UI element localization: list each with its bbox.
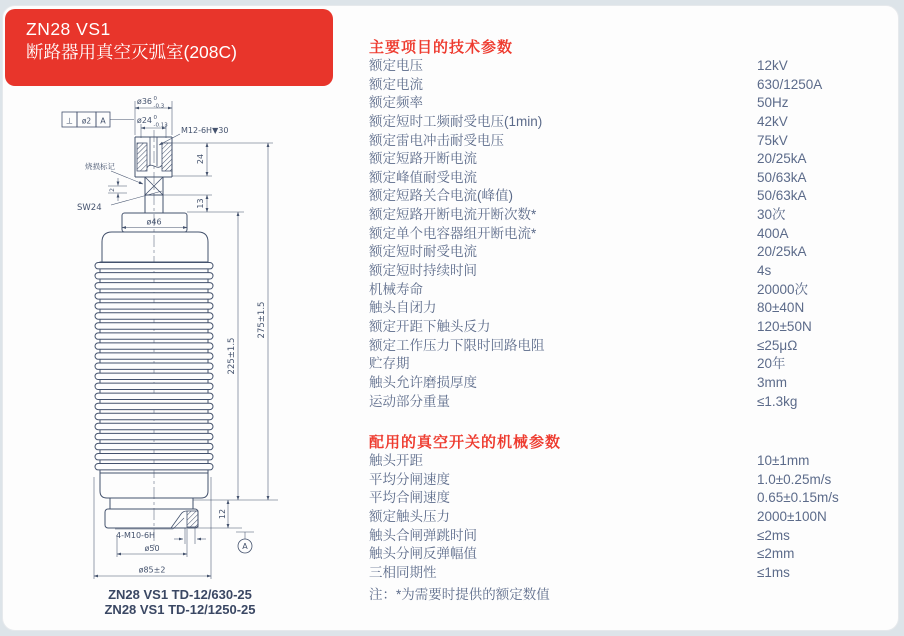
spec-label: 额定开距下触头反力 <box>369 318 491 334</box>
spec-row <box>369 243 869 262</box>
spec-label: 额定电压 <box>369 58 423 73</box>
spec-label: 额定触头压力 <box>369 508 450 524</box>
spec-row <box>369 318 869 337</box>
datum-a-label: A <box>242 542 248 551</box>
spec-row <box>369 452 869 471</box>
drawing-caption: ZN28 VS1 TD-12/630-25 <box>108 587 252 602</box>
ceramic-ribs <box>95 263 213 470</box>
spec-value: 1.0±0.25m/s <box>757 471 832 487</box>
section-title-technical-params: 主要项目的技术参数 <box>369 39 514 56</box>
spec-label: 触头合闸弹跳时间 <box>369 527 477 543</box>
spec-label: 额定短时持续时间 <box>369 263 477 279</box>
spec-value: 12kV <box>757 58 788 73</box>
dim-dia85: ø85±2 <box>138 565 166 575</box>
spec-row <box>369 150 869 169</box>
spec-label: 贮存期 <box>369 356 410 372</box>
product-title-line2: 断路器用真空灭弧室(208C) <box>26 42 237 62</box>
spec-row <box>369 337 869 356</box>
technical-drawing <box>15 88 350 620</box>
spec-row <box>369 94 869 113</box>
spec-value: 10±1mm <box>757 453 810 468</box>
dim-dia24-sub: -0.13 <box>153 122 168 129</box>
dim-dia24-sup: 0 <box>153 115 157 121</box>
dim-12: 12 <box>218 508 227 520</box>
spec-row <box>369 225 869 244</box>
spec-row <box>369 57 869 76</box>
spec-value: 20/25kA <box>757 151 807 167</box>
spec-row <box>369 489 869 508</box>
spec-row <box>369 113 869 132</box>
holes-label: 4-M10-6H <box>116 531 156 540</box>
spec-value: 50/63kA <box>757 169 807 185</box>
burn-mark-label: 烧损标记 <box>85 162 115 171</box>
dim-dia46: ø46 <box>146 217 162 227</box>
gdt-tolerance: ø2 <box>81 116 92 126</box>
product-title-line1: ZN28 VS1 <box>26 19 111 39</box>
spec-value: ≤1ms <box>757 564 790 580</box>
spec-rows-technical <box>369 57 869 411</box>
spec-value: 20000次 <box>757 281 809 297</box>
spec-row <box>369 508 869 527</box>
spec-label: 额定短路关合电流(峰值) <box>369 188 513 204</box>
spec-label: 额定短时工频耐受电压(1min) <box>369 113 543 129</box>
spec-row <box>369 564 869 583</box>
spec-label: 触头自闭力 <box>369 300 437 316</box>
dim-275: 275±1.5 <box>257 301 267 339</box>
product-header <box>5 9 333 86</box>
spec-value: 80±40N <box>757 300 805 316</box>
spec-value: 30次 <box>757 207 786 223</box>
spec-row <box>369 76 869 95</box>
spec-row <box>369 374 869 393</box>
spec-label: 机械寿命 <box>369 281 423 297</box>
dim-dia36-sub: -0.3 <box>153 103 165 110</box>
spec-value: ≤2mm <box>757 546 795 562</box>
spec-row <box>369 187 869 206</box>
spec-value: ≤2ms <box>757 527 790 543</box>
section-title-mechanical-params: 配用的真空开关的机械参数 <box>369 434 562 451</box>
spec-label: 运动部分重量 <box>369 393 450 409</box>
dim-dia50: ø50 <box>144 544 160 553</box>
spec-value: 2000±100N <box>757 508 827 524</box>
dim-13: 13 <box>196 198 205 209</box>
spec-row <box>369 545 869 564</box>
thread-callout: M12-6H▼30 <box>181 126 229 135</box>
drawing-caption: ZN28 VS1 TD-12/1250-25 <box>104 602 256 617</box>
spec-value: 42kV <box>757 113 788 129</box>
spec-row <box>369 206 869 225</box>
spec-label: 额定雷电冲击耐受电压 <box>369 132 504 148</box>
spec-row <box>369 262 869 281</box>
spec-value: 20年 <box>757 356 786 372</box>
spec-row <box>369 132 869 151</box>
gdt-symbol: ⊥ <box>66 116 73 126</box>
wrench-label: SW24 <box>77 203 102 213</box>
spec-label: 额定峰值耐受电流 <box>369 169 477 185</box>
spec-label: 三相同期性 <box>369 564 437 580</box>
spec-row <box>369 393 869 412</box>
spec-value: 3mm <box>757 374 787 390</box>
spec-row <box>369 299 869 318</box>
spec-value: 50Hz <box>757 95 789 111</box>
spec-label: 额定单个电容器组开断电流* <box>369 225 537 241</box>
spec-value: 630/1250A <box>757 76 823 92</box>
spec-value: 50/63kA <box>757 188 807 204</box>
dim-dia24: ø24 <box>136 116 152 125</box>
spec-value: 20/25kA <box>757 244 807 260</box>
spec-value: ≤25μΩ <box>757 337 798 353</box>
spec-row <box>369 355 869 374</box>
spec-label: 触头分闸反弹幅值 <box>369 546 477 562</box>
dimension-lines <box>94 101 278 579</box>
spec-rows-mechanical <box>369 452 869 582</box>
spec-value: 120±50N <box>757 318 812 334</box>
spec-value: 400A <box>757 225 789 241</box>
spec-row <box>369 281 869 300</box>
dim-dia36-sup: 0 <box>153 96 157 102</box>
dim-225: 225±1.5 <box>227 337 237 375</box>
spec-label: 额定工作压力下限时回路电阻 <box>369 337 545 353</box>
footnote: 注：*为需要时提供的额定数值 <box>369 587 550 602</box>
spec-row <box>369 471 869 490</box>
spec-row <box>369 169 869 188</box>
spec-label: 额定短路开断电流 <box>369 151 477 167</box>
spec-row <box>369 527 869 546</box>
spec-label: 额定电流 <box>369 76 423 92</box>
spec-label: 触头开距 <box>369 453 423 468</box>
spec-value: 4s <box>757 263 772 279</box>
spec-label: 额定短时耐受电流 <box>369 244 477 260</box>
spec-label: 触头允许磨损厚度 <box>369 374 477 390</box>
gdt-datum: A <box>100 116 106 126</box>
spec-value: 75kV <box>757 132 788 148</box>
dim-dia36: ø36 <box>136 97 152 106</box>
spec-label: 额定短路开断电流开断次数* <box>369 207 537 223</box>
spec-value: ≤1.3kg <box>757 393 798 409</box>
spec-label: 平均分闸速度 <box>369 471 450 487</box>
spec-label: 额定频率 <box>369 95 423 111</box>
burn-depth: 2 <box>109 188 116 192</box>
spec-label: 平均合闸速度 <box>369 490 450 506</box>
dim-24: 24 <box>196 153 205 165</box>
spec-value: 0.65±0.15m/s <box>757 490 839 506</box>
